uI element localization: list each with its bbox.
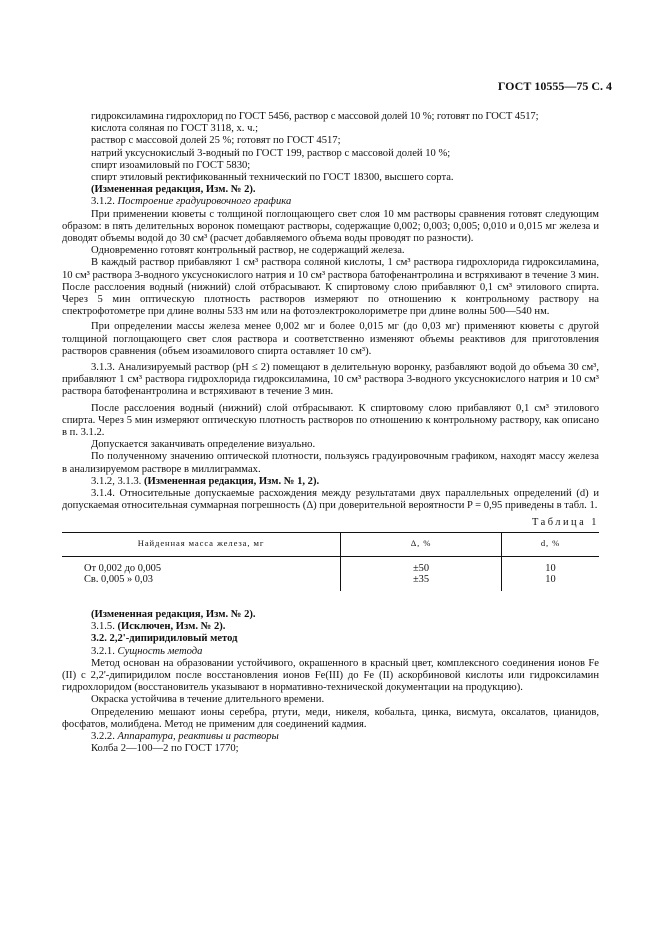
reagent-line: раствор с массовой долей 25 %; готовят по ГОСТ 4517; (91, 135, 341, 147)
table-caption: Таблица 1 (532, 516, 599, 528)
table-cell-delta: ±35 (341, 574, 502, 591)
reagent-line: кислота соляная по ГОСТ 3118, х. ч.; (91, 123, 259, 135)
table-cell-d: 10 (502, 574, 600, 591)
section-number: 3.1.2. (91, 196, 115, 208)
paragraph: Допускается заканчивать определение визуально. (91, 439, 316, 451)
section-number: 3.2.1. (91, 645, 115, 657)
reagent-line: гидроксиламина гидрохлорид по ГОСТ 5456, раствор с массовой долей 10 %; готовят по ГОСТ 4517; (91, 111, 539, 122)
section-heading-3-2-2 (62, 731, 599, 743)
table-cell-mass: От 0,002 до 0,005 (84, 562, 162, 574)
section-number: 3.1.5. (91, 621, 115, 633)
paragraph: После расслоения водный (нижний) слой отбрасывают. К спиртовому слою прибавляют 0,1 см³ этилового спирта. Через 5 мин измеряют оптическую плотность растворов по отношению к контрольному раствору, как описано в п. 3.1.2. (62, 402, 599, 439)
section-title: Построение градуировочного графика (117, 196, 292, 208)
paragraph: По полученному значению оптической плотности, пользуясь градуировочным графиком, находят массу железа в анализируемом растворе в миллиграммах. (62, 451, 599, 475)
section-heading-3-2 (62, 633, 599, 645)
section-status: (Исключен, Изм. № 2). (117, 621, 226, 633)
section-title: Сущность метода (117, 645, 203, 657)
paragraph: При применении кюветы с толщиной поглощающего свет слоя 10 мм растворы сравнения готовят следующим образом: в пять делительных воронок помещают растворы, содержащие 0,002; 0,003; 0,005; 0,010 и 0,015 мг железа и доводят объемы водой до 30 см³ (расчет добавляемого объема воды проводят по разности). (62, 208, 599, 245)
document-body (62, 111, 599, 755)
table-row (62, 574, 599, 591)
paragraph: Окраска устойчива в течение длительного времени. (91, 694, 325, 706)
table-header-d: d, % (502, 532, 600, 556)
paragraph: В каждый раствор прибавляют 1 см³ раствора соляной кислоты, 1 см³ раствора гидрохлорида гидроксиламина, 10 см³ раствора 3-водного уксуснокислого натрия и 10 см³ раствора батофенантролина и встряхивают в течение 3 мин. После расслоения водный (нижний) слой отбрасывают. К спиртовому слою прибавляют 0,1 см³ этилового спирта. Через 5 мин оптическую плотность растворов измеряют по отношению к контрольному раствору на спектрофотометре при длине волны 533 нм или на фотоэлектроколориметре при длине волны 500—540 нм. (62, 257, 599, 318)
reagent-line: натрий уксуснокислый 3-водный по ГОСТ 199, раствор с массовой долей 10 %; (91, 147, 451, 159)
reagent-line: спирт этиловый ректификованный технический по ГОСТ 18300, высшего сорта. (91, 172, 454, 184)
paragraph: Колба 2—100—2 по ГОСТ 1770; (91, 743, 239, 755)
table-cell-d: 10 (502, 556, 600, 574)
amendment-note (62, 476, 599, 488)
table-cell-delta: ±50 (341, 556, 502, 574)
table-header-mass: Найденная масса железа, мг (62, 532, 341, 556)
amendment-prefix: 3.1.2, 3.1.3. (91, 475, 142, 487)
amendment-note (62, 184, 599, 196)
table-header-delta: Δ, % (341, 532, 502, 556)
paragraph: Определению мешают ионы серебра, ртути, меди, никеля, кобальта, цинка, висмута, оксалатов, цианидов, фосфатов, молибдена. Метод не применим для соединений кадмия. (62, 706, 599, 730)
page-header: ГОСТ 10555—75 С. 4 (497, 79, 612, 93)
paragraph: При определении массы железа менее 0,002 мг и более 0,015 мг (до 0,03 мг) применяют кюветы с другой толщиной поглощающего свет слоя раствора и соответственно изменяют объемы реактивов для приготовления растворов сравнения (объем изоамилового спирта оставляет 10 см³). (62, 321, 599, 357)
amendment-note (62, 609, 599, 621)
section-heading-3-1-2 (62, 196, 599, 208)
paragraph: Одновременно готовят контрольный раствор, не содержащий железа. (91, 245, 405, 257)
amendment-text: (Измененная редакция, Изм. № 2). (91, 184, 256, 196)
table-1 (62, 532, 599, 591)
section-heading-3-2-1 (62, 646, 599, 658)
reagent-line: спирт изоамиловый по ГОСТ 5830; (91, 159, 251, 171)
amendment-text: (Измененная редакция, Изм. № 1, 2). (143, 475, 320, 487)
table-header-row (62, 532, 599, 556)
paragraph: Метод основан на образовании устойчивого, окрашенного в красный цвет, комплексного соединения ионов Fe (II) с 2,2'-дипиридилом после восстановления ионов Fe(III) до Fe (II) аскорбиновой кислоты или гидроксиламин гидрохлоридом (восстановитель указывают в нормативно-технической документации на продукцию). (62, 657, 599, 694)
section-title: Аппаратура, реактивы и растворы (117, 730, 279, 742)
paragraph-3-1-4: 3.1.4. Относительные допускаемые расхождения между результатами двух параллельных определений (d) и допускаемая относительная суммарная погрешность (Δ) при доверительной вероятности P = 0,95 приведены в табл. 1. (62, 488, 599, 512)
amendment-text: (Измененная редакция, Изм. № 2). (91, 608, 256, 620)
table-cell-mass: Св. 0,005 » 0,03 (84, 573, 153, 585)
paragraph-3-1-3: 3.1.3. Анализируемый раствор (pH ≤ 2) помещают в делительную воронку, разбавляют водой до объема 30 см³, прибавляют 1 см³ раствора гидрохлорида гидроксиламина, 10 см³ раствора 3-водного уксуснокислого натрия и 10 см³ раствора батофенантролина и встряхивают в течение 3 мин. (62, 362, 599, 398)
section-number: 3.2.2. (91, 730, 115, 742)
table-row (62, 556, 599, 574)
section-3-1-5 (62, 621, 599, 633)
section-title: 3.2. 2,2'-дипиридиловый метод (91, 633, 238, 645)
